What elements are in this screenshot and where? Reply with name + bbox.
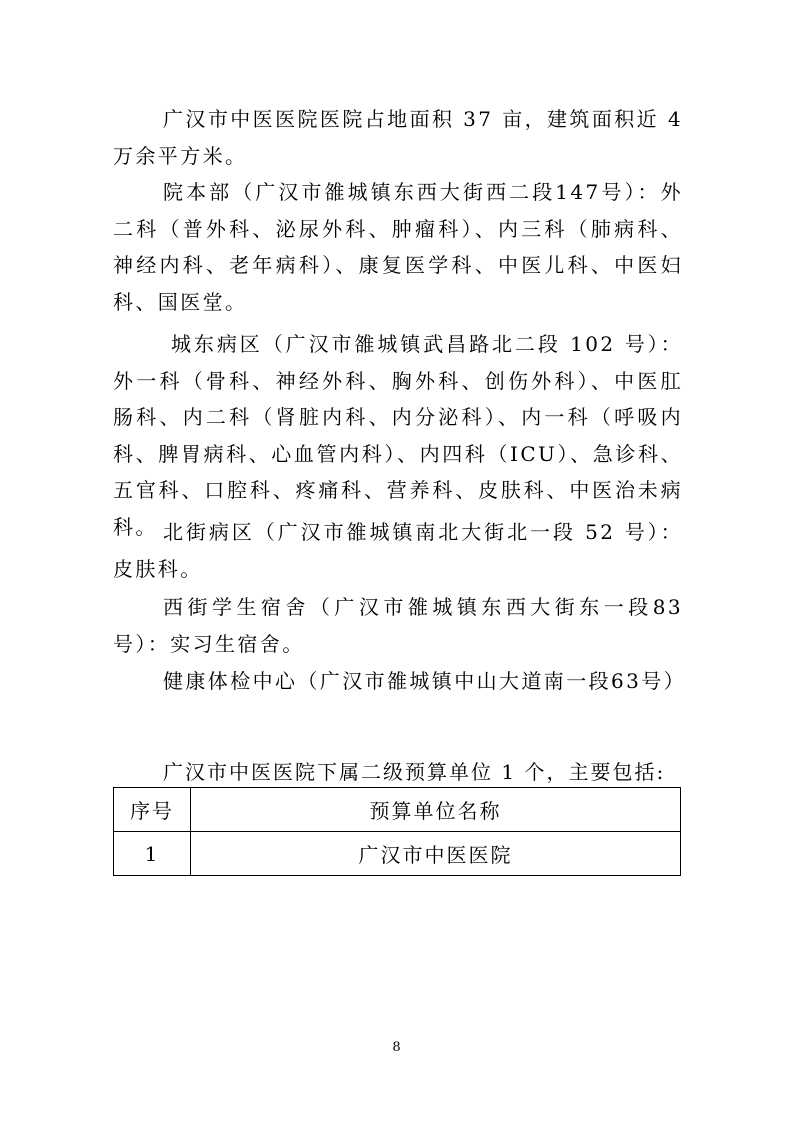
cell-serial-number: 1 (114, 832, 191, 876)
budget-unit-table (113, 787, 681, 876)
page-number: 8 (392, 1040, 401, 1055)
table-caption: 广汉市中医医院下属二级预算单位 1 个，主要包括: (163, 760, 666, 784)
paragraph-west-street-dormitory: 西街学生宿舍（广汉市雒城镇东西大街东一段83号）：实习生宿舍。 (113, 595, 683, 656)
paragraph-hospital-area: 广汉市中医医院医院占地面积 37 亩，建筑面积近 4 万余平方米。 (113, 107, 683, 168)
paragraph-east-district: 城东病区（广汉市雒城镇武昌路北二段 102 号）：外一科（骨科、神经外科、胸外科、创伤外科）、中医肛肠科、内二科（肾脏内科、内分泌科）、内一科（呼吸内科、脾胃病科、心血管内科）、内四科（ICU）、急诊科、五官科、口腔科、疼痛科、营养科、皮肤科、中医治未病科。 (113, 332, 683, 539)
table-header-row (114, 788, 681, 832)
header-unit-name: 预算单位名称 (191, 788, 681, 832)
paragraph-north-street-district: 北街病区（广汉市雒城镇南北大街北一段 52 号）：皮肤科。 (113, 520, 683, 581)
table-row (114, 832, 681, 876)
cell-unit-name: 广汉市中医医院 (191, 832, 681, 876)
paragraph-health-check-center: 健康体检中心（广汉市雒城镇中山大道南一段63号） (163, 669, 687, 693)
paragraph-main-campus: 院本部（广汉市雒城镇东西大街西二段147号）：外二科（普外科、泌尿外科、肿瘤科）、内三科（肺病科、神经内科、老年病科）、康复医学科、中医儿科、中医妇科、国医堂。 (113, 180, 683, 314)
header-serial-number: 序号 (114, 788, 191, 832)
